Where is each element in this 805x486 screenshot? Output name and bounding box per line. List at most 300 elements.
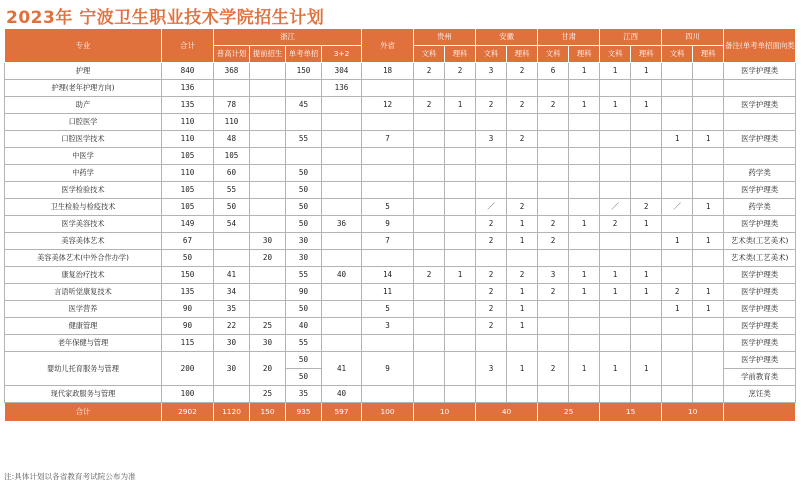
footer-province-total: 10	[662, 403, 724, 422]
data-cell	[362, 148, 414, 165]
data-cell	[362, 165, 414, 182]
major-cell: 美容美体艺术(中外合作办学)	[5, 250, 162, 267]
total-cell: 136	[162, 80, 214, 97]
data-cell	[214, 233, 250, 250]
major-cell: 医学美容技术	[5, 216, 162, 233]
data-cell	[662, 97, 693, 114]
data-cell	[631, 114, 662, 131]
data-cell	[445, 182, 476, 199]
data-cell: 1	[693, 199, 724, 216]
data-cell	[507, 114, 538, 131]
data-cell: 5	[362, 301, 414, 318]
data-cell	[322, 233, 362, 250]
data-cell: 2	[476, 233, 507, 250]
data-cell	[569, 250, 600, 267]
data-cell	[445, 199, 476, 216]
data-cell	[414, 182, 445, 199]
remark-cell: 学前教育类	[724, 369, 796, 386]
data-cell	[322, 148, 362, 165]
data-cell	[476, 250, 507, 267]
data-cell	[631, 301, 662, 318]
data-cell: 30	[250, 233, 286, 250]
data-cell	[600, 148, 631, 165]
data-cell	[445, 284, 476, 301]
data-cell: 2	[476, 318, 507, 335]
data-cell: 2	[507, 97, 538, 114]
data-cell	[693, 352, 724, 386]
header-like: 理科	[569, 46, 600, 63]
header-outside: 外省	[362, 29, 414, 63]
footer-cell: 100	[362, 403, 414, 422]
data-cell: 30	[214, 352, 250, 386]
major-cell: 美容美体艺术	[5, 233, 162, 250]
data-cell	[538, 301, 569, 318]
header-total: 合计	[162, 29, 214, 63]
header-province: 贵州	[414, 29, 476, 46]
data-cell	[362, 386, 414, 403]
data-cell: 9	[362, 352, 414, 386]
data-cell: 2	[507, 267, 538, 284]
data-cell	[600, 386, 631, 403]
remark-cell: 艺术类(工艺美术)	[724, 250, 796, 267]
data-cell	[600, 131, 631, 148]
major-cell: 中医学	[5, 148, 162, 165]
total-cell: 135	[162, 97, 214, 114]
data-cell: 2	[414, 267, 445, 284]
data-cell	[538, 250, 569, 267]
data-cell	[322, 284, 362, 301]
data-cell	[693, 63, 724, 80]
data-cell: 105	[214, 148, 250, 165]
data-cell: 41	[214, 267, 250, 284]
header-zhejiang: 浙江	[214, 29, 362, 46]
data-cell: 30	[286, 250, 322, 267]
data-cell: 2	[476, 97, 507, 114]
data-cell	[693, 182, 724, 199]
data-cell	[414, 199, 445, 216]
data-cell	[362, 335, 414, 352]
data-cell: 40	[322, 267, 362, 284]
data-cell: 55	[214, 182, 250, 199]
data-cell: 36	[322, 216, 362, 233]
total-cell: 110	[162, 131, 214, 148]
data-cell: 2	[476, 301, 507, 318]
total-cell: 90	[162, 301, 214, 318]
data-cell	[631, 335, 662, 352]
data-cell: 54	[214, 216, 250, 233]
data-cell: 11	[362, 284, 414, 301]
data-cell	[662, 386, 693, 403]
data-cell: 1	[631, 267, 662, 284]
remark-cell: 医学护理类	[724, 267, 796, 284]
data-cell: 7	[362, 131, 414, 148]
data-cell	[445, 233, 476, 250]
data-cell: 45	[286, 97, 322, 114]
data-cell: 2	[414, 97, 445, 114]
data-cell: 30	[286, 233, 322, 250]
data-cell: 368	[214, 63, 250, 80]
remark-cell: 医学护理类	[724, 216, 796, 233]
data-cell	[662, 267, 693, 284]
data-cell	[250, 131, 286, 148]
data-cell: 1	[631, 97, 662, 114]
header-wenke: 文科	[414, 46, 445, 63]
data-cell	[600, 182, 631, 199]
table-row	[5, 131, 796, 148]
data-cell	[214, 80, 250, 97]
remark-cell: 医学护理类	[724, 284, 796, 301]
data-cell	[445, 165, 476, 182]
data-cell	[600, 318, 631, 335]
data-cell: ／	[476, 199, 507, 216]
data-cell	[600, 114, 631, 131]
total-cell: 105	[162, 182, 214, 199]
total-cell: 110	[162, 114, 214, 131]
data-cell: 50	[286, 165, 322, 182]
total-cell: 110	[162, 165, 214, 182]
remark-cell: 烹饪类	[724, 386, 796, 403]
data-cell: 1	[631, 216, 662, 233]
data-cell: 2	[538, 352, 569, 386]
data-cell	[414, 352, 445, 386]
data-cell	[631, 148, 662, 165]
data-cell	[600, 165, 631, 182]
header-like: 理科	[507, 46, 538, 63]
major-cell: 护理(老年护理方向)	[5, 80, 162, 97]
header-zj-sub: 3+2	[322, 46, 362, 63]
table-row	[5, 267, 796, 284]
data-cell: 1	[507, 318, 538, 335]
header-like: 理科	[631, 46, 662, 63]
data-cell	[250, 97, 286, 114]
data-cell	[445, 352, 476, 386]
total-cell: 840	[162, 63, 214, 80]
data-cell: 30	[250, 335, 286, 352]
remark-cell	[724, 148, 796, 165]
data-cell	[414, 250, 445, 267]
footnote: 注:具体计划以各省教育考试院公布为准	[4, 472, 136, 481]
data-cell: ／	[600, 199, 631, 216]
data-cell	[662, 165, 693, 182]
footer-province-total: 40	[476, 403, 538, 422]
data-cell	[250, 284, 286, 301]
data-cell	[569, 233, 600, 250]
data-cell	[662, 80, 693, 97]
data-cell	[362, 182, 414, 199]
data-cell	[662, 182, 693, 199]
data-cell	[538, 199, 569, 216]
data-cell: 1	[569, 352, 600, 386]
footer-cell: 150	[250, 403, 286, 422]
header-zj-sub: 提前招生	[250, 46, 286, 63]
data-cell: 55	[286, 131, 322, 148]
header-wenke: 文科	[600, 46, 631, 63]
total-cell: 105	[162, 199, 214, 216]
remark-cell: 艺术类(工艺美术)	[724, 233, 796, 250]
data-cell	[250, 148, 286, 165]
data-cell	[693, 250, 724, 267]
data-cell	[693, 386, 724, 403]
data-cell: 1	[569, 284, 600, 301]
data-cell	[445, 301, 476, 318]
data-cell	[414, 284, 445, 301]
watermark	[8, 428, 408, 468]
data-cell	[569, 80, 600, 97]
data-cell: 1	[662, 301, 693, 318]
total-cell: 50	[162, 250, 214, 267]
remark-cell: 医学护理类	[724, 335, 796, 352]
data-cell	[286, 148, 322, 165]
remark-cell: 医学护理类	[724, 352, 796, 369]
data-cell	[538, 148, 569, 165]
data-cell: 35	[214, 301, 250, 318]
data-cell	[507, 386, 538, 403]
major-cell: 医学检验技术	[5, 182, 162, 199]
data-cell	[631, 80, 662, 97]
data-cell	[569, 131, 600, 148]
table-row	[5, 386, 796, 403]
data-cell	[250, 80, 286, 97]
major-cell: 现代家政服务与管理	[5, 386, 162, 403]
data-cell	[538, 318, 569, 335]
major-cell: 中药学	[5, 165, 162, 182]
data-cell	[507, 250, 538, 267]
total-cell: 105	[162, 148, 214, 165]
data-cell	[569, 335, 600, 352]
major-cell: 口腔医学	[5, 114, 162, 131]
data-cell	[445, 318, 476, 335]
data-cell	[414, 386, 445, 403]
data-cell	[250, 216, 286, 233]
header-like: 理科	[693, 46, 724, 63]
data-cell: 22	[214, 318, 250, 335]
data-cell: 50	[286, 369, 322, 386]
data-cell	[662, 250, 693, 267]
data-cell	[322, 131, 362, 148]
header-wenke: 文科	[476, 46, 507, 63]
data-cell	[445, 250, 476, 267]
data-cell: 1	[693, 233, 724, 250]
footer-province-total: 10	[414, 403, 476, 422]
data-cell	[631, 131, 662, 148]
data-cell	[569, 148, 600, 165]
data-cell: 1	[631, 352, 662, 386]
data-cell: 2	[507, 63, 538, 80]
data-cell	[569, 301, 600, 318]
major-cell: 口腔医学技术	[5, 131, 162, 148]
major-cell: 医学营养	[5, 301, 162, 318]
footer-label: 合计	[5, 403, 162, 422]
data-cell: 2	[445, 63, 476, 80]
major-cell: 康复治疗技术	[5, 267, 162, 284]
data-cell: 1	[445, 97, 476, 114]
remark-cell: 药学类	[724, 165, 796, 182]
data-cell	[322, 318, 362, 335]
data-cell: 35	[286, 386, 322, 403]
data-cell	[631, 233, 662, 250]
data-cell: 1	[600, 352, 631, 386]
data-cell	[538, 80, 569, 97]
data-cell: 2	[476, 216, 507, 233]
table-row	[5, 284, 796, 301]
data-cell: 1	[569, 63, 600, 80]
data-cell: 20	[250, 352, 286, 386]
remark-cell	[724, 80, 796, 97]
data-cell: 48	[214, 131, 250, 148]
data-cell: 1	[445, 267, 476, 284]
data-cell: 7	[362, 233, 414, 250]
data-cell	[569, 199, 600, 216]
data-cell: 1	[600, 284, 631, 301]
data-cell	[414, 165, 445, 182]
table-row	[5, 216, 796, 233]
data-cell: 1	[507, 301, 538, 318]
data-cell	[362, 80, 414, 97]
data-cell	[693, 80, 724, 97]
data-cell	[476, 335, 507, 352]
data-cell: 2	[476, 284, 507, 301]
data-cell	[693, 114, 724, 131]
data-cell	[507, 335, 538, 352]
data-cell: 12	[362, 97, 414, 114]
data-cell: 2	[507, 199, 538, 216]
data-cell: 20	[250, 250, 286, 267]
remark-cell: 医学护理类	[724, 182, 796, 199]
data-cell	[414, 131, 445, 148]
data-cell: 50	[286, 216, 322, 233]
data-cell: 1	[569, 267, 600, 284]
data-cell	[600, 250, 631, 267]
admission-plan-table	[4, 28, 805, 422]
data-cell	[600, 301, 631, 318]
data-cell: 2	[538, 284, 569, 301]
header-remark: 备注(单考单招面向类别)	[724, 29, 796, 63]
data-cell: 50	[286, 182, 322, 199]
total-cell: 115	[162, 335, 214, 352]
data-cell: 55	[286, 335, 322, 352]
data-cell	[631, 386, 662, 403]
data-cell: 3	[476, 131, 507, 148]
data-cell: 2	[538, 216, 569, 233]
data-cell: 9	[362, 216, 414, 233]
data-cell: 1	[631, 63, 662, 80]
data-cell	[214, 386, 250, 403]
data-cell	[507, 182, 538, 199]
remark-cell: 医学护理类	[724, 301, 796, 318]
data-cell: 1	[600, 97, 631, 114]
data-cell: 1	[662, 131, 693, 148]
remark-cell: 医学护理类	[724, 63, 796, 80]
data-cell: 136	[322, 80, 362, 97]
data-cell: 1	[507, 352, 538, 386]
data-cell	[414, 80, 445, 97]
remark-cell: 药学类	[724, 199, 796, 216]
table-row	[5, 335, 796, 352]
data-cell	[445, 386, 476, 403]
data-cell: 18	[362, 63, 414, 80]
data-cell: ／	[662, 199, 693, 216]
data-cell: 30	[214, 335, 250, 352]
data-cell	[538, 386, 569, 403]
major-cell: 助产	[5, 97, 162, 114]
data-cell	[250, 165, 286, 182]
data-cell	[693, 148, 724, 165]
table-row	[5, 114, 796, 131]
data-cell	[476, 165, 507, 182]
data-cell: 3	[362, 318, 414, 335]
data-cell: 55	[286, 267, 322, 284]
data-cell: 50	[214, 199, 250, 216]
table-body	[5, 63, 796, 403]
data-cell	[250, 199, 286, 216]
major-cell: 护理	[5, 63, 162, 80]
data-cell	[693, 318, 724, 335]
footer-cell: 1120	[214, 403, 250, 422]
remark-cell: 医学护理类	[724, 131, 796, 148]
footer-province-total: 15	[600, 403, 662, 422]
table-row	[5, 165, 796, 182]
data-cell	[322, 97, 362, 114]
data-cell: 2	[631, 199, 662, 216]
data-cell: 1	[569, 216, 600, 233]
data-cell: 2	[538, 97, 569, 114]
data-cell	[538, 182, 569, 199]
data-cell	[569, 386, 600, 403]
data-cell	[322, 182, 362, 199]
data-cell	[662, 63, 693, 80]
data-cell	[445, 148, 476, 165]
total-cell: 100	[162, 386, 214, 403]
table-row	[5, 233, 796, 250]
remark-cell: 医学护理类	[724, 318, 796, 335]
data-cell	[322, 114, 362, 131]
data-cell	[322, 301, 362, 318]
data-cell	[662, 335, 693, 352]
data-cell	[322, 335, 362, 352]
total-cell: 90	[162, 318, 214, 335]
data-cell: 25	[250, 318, 286, 335]
data-cell	[693, 165, 724, 182]
data-cell: 25	[250, 386, 286, 403]
data-cell	[693, 267, 724, 284]
data-cell	[214, 250, 250, 267]
data-cell	[250, 267, 286, 284]
major-cell: 婴幼儿托育服务与管理	[5, 352, 162, 386]
data-cell: 2	[507, 131, 538, 148]
data-cell: 50	[286, 199, 322, 216]
table-row	[5, 301, 796, 318]
data-cell	[445, 216, 476, 233]
data-cell: 2	[538, 233, 569, 250]
data-cell	[538, 131, 569, 148]
data-cell	[693, 97, 724, 114]
data-cell	[322, 250, 362, 267]
table-row	[5, 318, 796, 335]
data-cell	[414, 114, 445, 131]
header-wenke: 文科	[538, 46, 569, 63]
data-cell	[631, 182, 662, 199]
data-cell	[507, 148, 538, 165]
data-cell: 2	[662, 284, 693, 301]
remark-cell	[724, 114, 796, 131]
table-row	[5, 250, 796, 267]
data-cell: 1	[507, 284, 538, 301]
data-cell	[662, 352, 693, 386]
data-cell	[538, 335, 569, 352]
footer-cell: 935	[286, 403, 322, 422]
data-cell	[445, 80, 476, 97]
data-cell: 304	[322, 63, 362, 80]
